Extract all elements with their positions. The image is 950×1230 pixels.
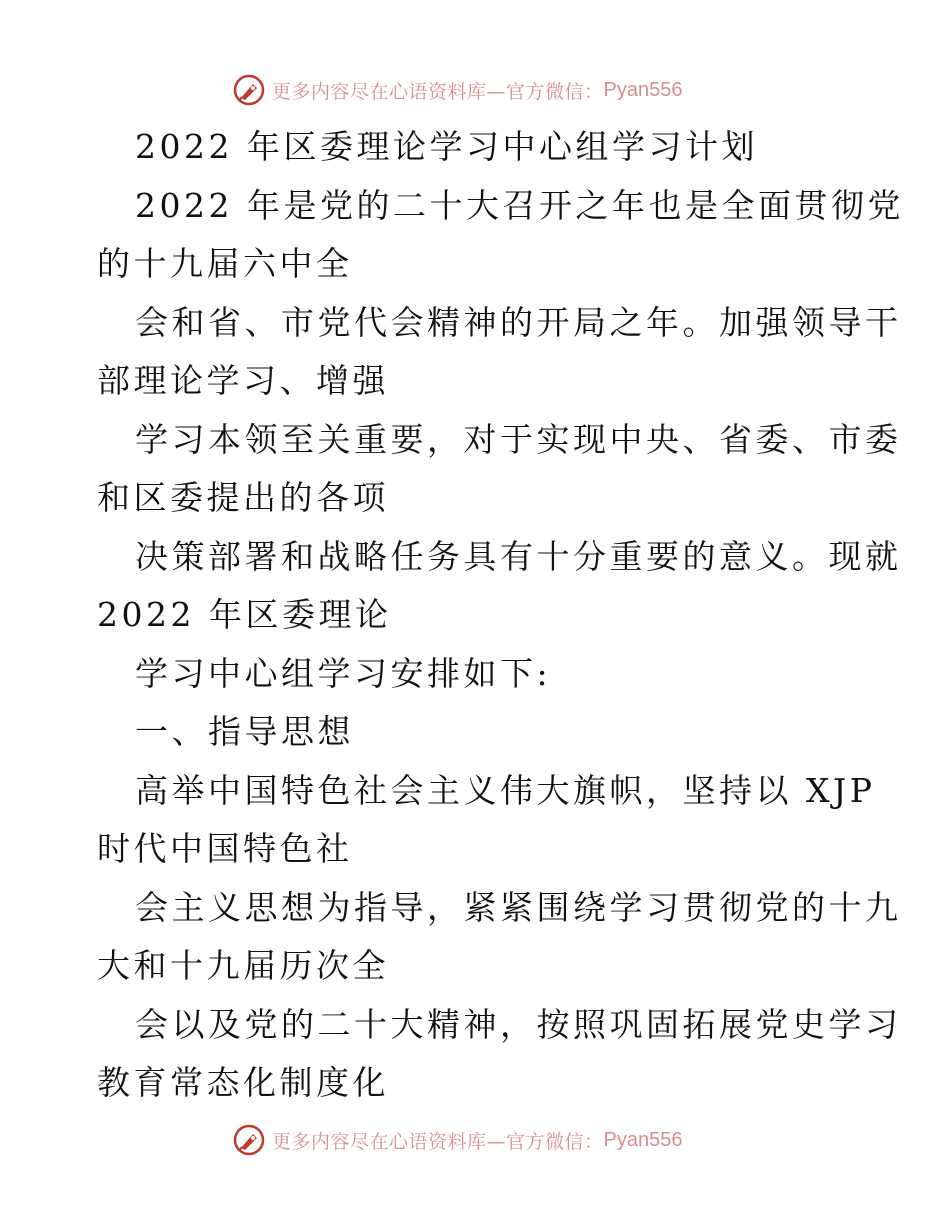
paragraph-line: 2022 年是党的二十大召开之年也是全面贯彻党 xyxy=(135,185,904,225)
paragraph-line: 和区委提出的各项 xyxy=(97,478,389,517)
paragraph-line: 会和省、市党代会精神的开局之年。加强领导干 xyxy=(135,302,902,342)
paragraph-line: 2022 年区委理论 xyxy=(97,595,392,634)
paragraph-line: 会以及党的二十大精神，按照巩固拓展党史学习 xyxy=(135,1004,902,1044)
paragraph-line: 的十九届六中全 xyxy=(97,244,353,283)
paragraph-line: 时代中国特色社 xyxy=(97,829,353,868)
watermark-header xyxy=(232,72,682,108)
paragraph-line: 教育常态化制度化 xyxy=(97,1063,389,1102)
document-title: 2022 年区委理论学习中心组学习计划 xyxy=(135,127,758,166)
watermark-text: 更多内容尽在心语资料库—官方微信： xyxy=(272,80,604,103)
paragraph-line: 决策部署和战略任务具有十分重要的意义。现就 xyxy=(135,536,902,576)
paragraph-line: 学习本领至关重要，对于实现中央、省委、市委 xyxy=(135,419,902,459)
watermark-text: 更多内容尽在心语资料库—官方微信： xyxy=(272,1130,604,1153)
paragraph-line: 高举中国特色社会主义伟大旗帜，坚持以 XJP xyxy=(135,770,876,810)
paragraph-line: 部理论学习、增强 xyxy=(97,361,389,400)
pen-nib-logo-icon xyxy=(232,73,266,107)
document-body xyxy=(97,118,904,1113)
paragraph-line: 大和十九届历次全 xyxy=(97,946,389,985)
section-heading: 一、指导思想 xyxy=(135,712,354,751)
watermark-wechat-id: Pyan556 xyxy=(603,78,683,101)
paragraph-line: 学习中心组学习安排如下: xyxy=(135,653,552,693)
watermark-wechat-id: Pyan556 xyxy=(603,1128,683,1151)
paragraph-line: 会主义思想为指导，紧紧围绕学习贯彻党的十九 xyxy=(135,887,902,927)
pen-nib-logo-icon xyxy=(232,1123,266,1157)
watermark-footer xyxy=(232,1122,682,1158)
